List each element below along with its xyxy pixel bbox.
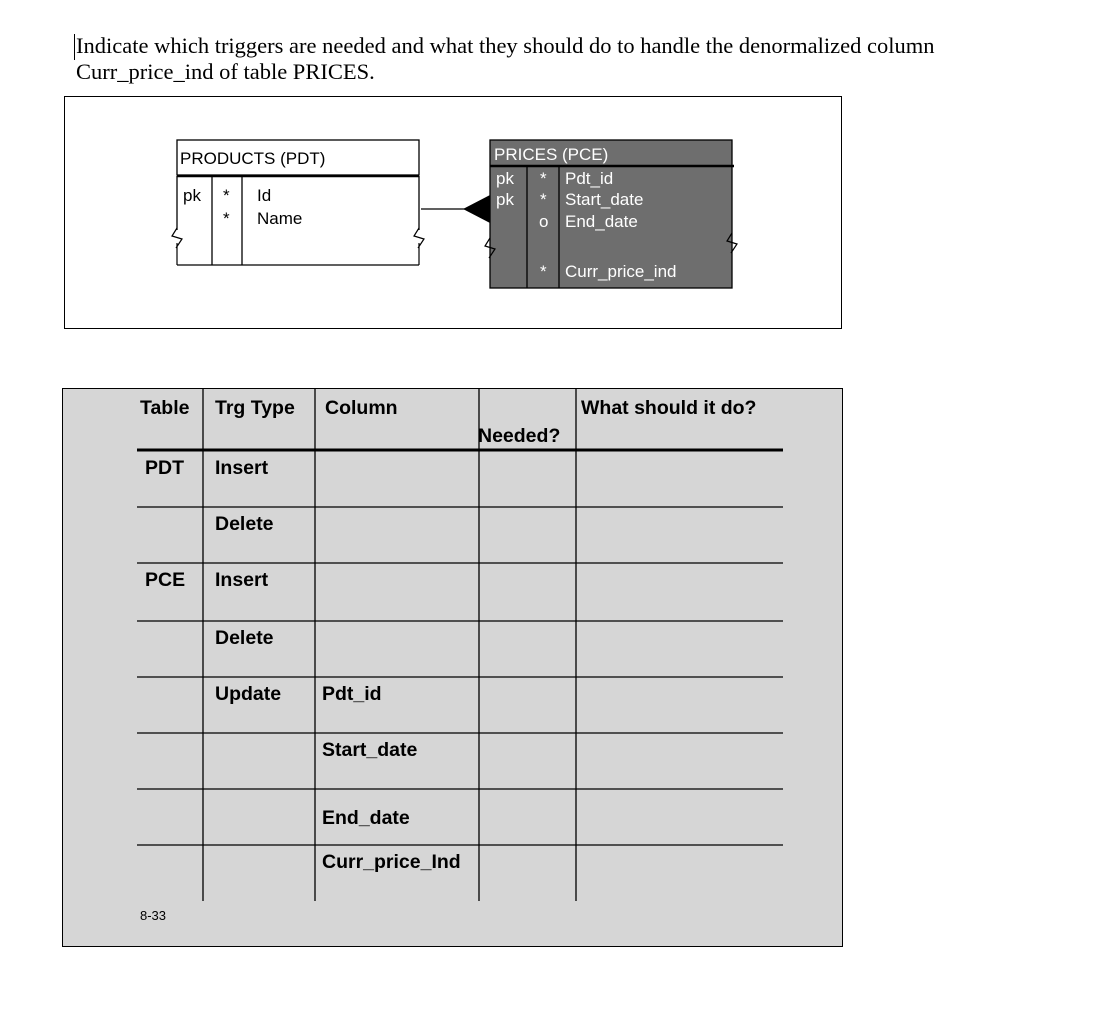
prices-pk-1: pk [496, 169, 514, 188]
question-text [76, 33, 1096, 85]
crows-foot-icon [463, 195, 490, 223]
prices-marker-3: o [539, 212, 549, 231]
relationship [421, 195, 490, 223]
prices-column-start-date: Start_date [565, 190, 644, 209]
er-diagram [64, 96, 842, 329]
er-diagram-canvas [65, 97, 843, 330]
row-1-trg-type: Insert [215, 457, 269, 479]
header-table: Table [140, 397, 190, 419]
row-7-column: End_date [322, 807, 410, 829]
page-label: 8-33 [140, 908, 167, 923]
products-column-id: Id [257, 186, 272, 205]
prices-marker-2: * [540, 190, 547, 209]
prices-column-pdt-id: Pdt_id [565, 169, 614, 188]
row-1-table: PDT [145, 457, 184, 479]
row-2-trg-type: Delete [215, 513, 274, 535]
row-3-trg-type: Insert [215, 569, 269, 591]
products-marker-2: * [223, 209, 230, 228]
question-line-1: Indicate which triggers are needed and what they should do to handle the denormalized column [76, 33, 935, 58]
row-5-trg-type: Update [215, 683, 282, 705]
products-column-name: Name [257, 209, 303, 228]
products-entity [172, 140, 424, 265]
products-pk: pk [183, 186, 201, 205]
prices-marker-1: * [540, 169, 547, 188]
row-5-column: Pdt_id [322, 683, 382, 705]
prices-marker-4: * [540, 262, 547, 281]
prices-pk-2: pk [496, 190, 514, 209]
products-title: PRODUCTS (PDT) [180, 149, 326, 168]
prices-column-curr-price-ind: Curr_price_ind [565, 262, 677, 281]
text-cursor [74, 34, 75, 60]
products-right-break-icon [414, 228, 424, 265]
prices-column-end-date: End_date [565, 212, 638, 231]
prices-entity [485, 140, 737, 288]
row-6-column: Start_date [322, 739, 418, 761]
header-needed: Needed? [478, 425, 561, 447]
question-line-2: Curr_price_ind of table PRICES. [76, 59, 375, 84]
prices-title: PRICES (PCE) [494, 145, 609, 164]
header-column: Column [325, 397, 398, 419]
row-8-column: Curr_price_Ind [322, 851, 461, 873]
header-what: What should it do? [581, 397, 757, 419]
trigger-table-panel [62, 388, 843, 947]
products-marker-1: * [223, 186, 230, 205]
row-4-trg-type: Delete [215, 627, 274, 649]
row-3-table: PCE [145, 569, 186, 591]
header-trg-type: Trg Type [215, 397, 295, 419]
products-left-break-icon [172, 228, 182, 265]
